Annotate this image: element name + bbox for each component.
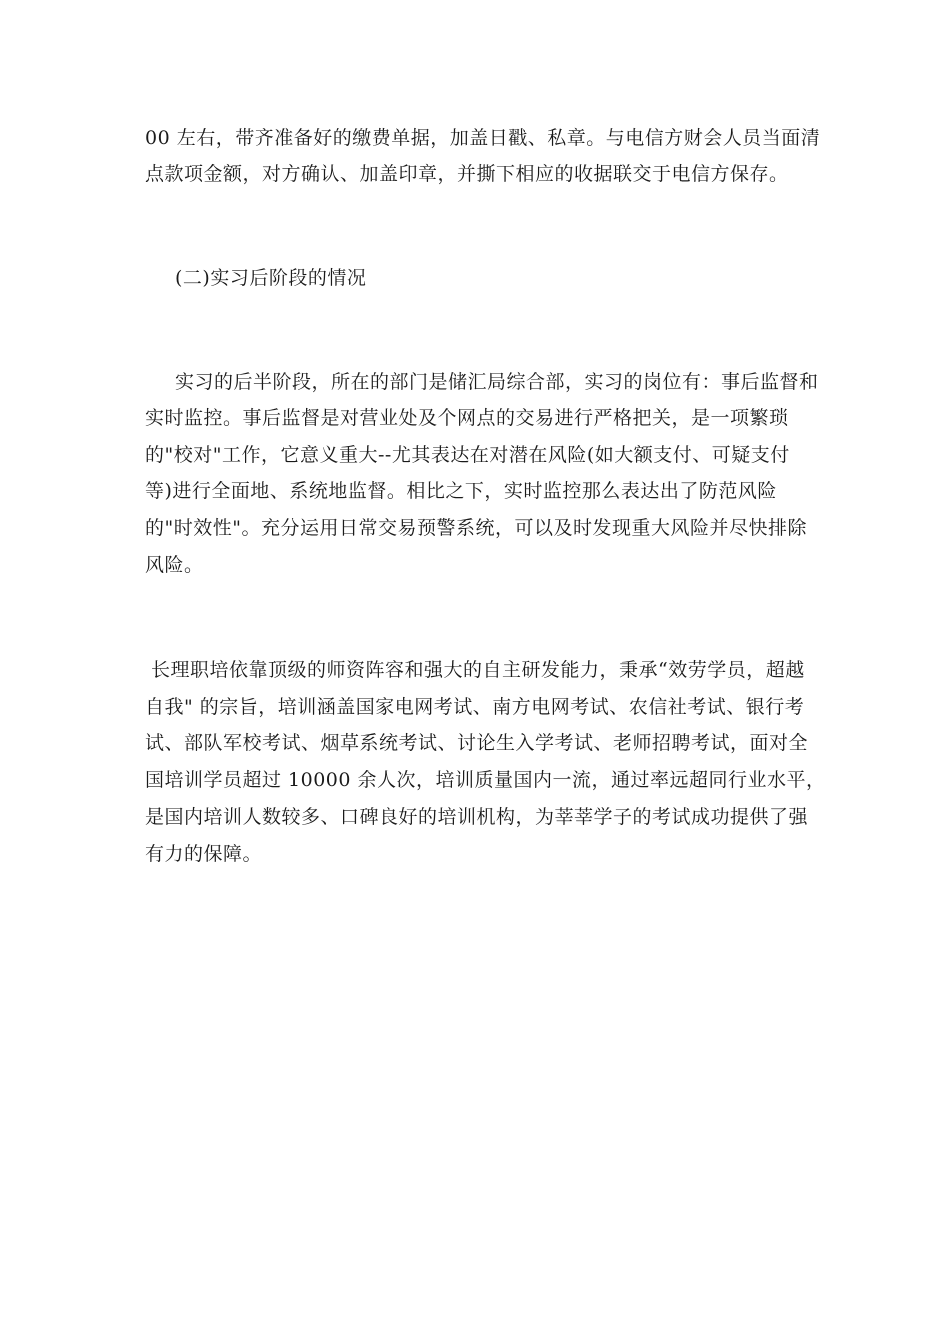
para3-line-5: 是国内培训人数较多、口碑良好的培训机构，为莘莘学子的考试成功提供了强 — [145, 806, 809, 828]
para2-line-4: 等)进行全面地、系统地监督。相比之下，实时监控那么表达出了防范风险 — [145, 480, 777, 502]
para3-line-6: 有力的保障。 — [145, 843, 263, 865]
para2-line-6: 风险。 — [145, 554, 204, 576]
para1-line-2: 点款项金额，对方确认、加盖印章，并撕下相应的收据联交于电信方保存。 — [145, 163, 789, 185]
para2-line-2: 实时监控。事后监督是对营业处及个网点的交易进行严格把关，是一项繁琐 — [145, 407, 789, 429]
para2-line-3: 的"校对"工作，它意义重大--尤其表达在对潜在风险(如大额支付、可疑支付 — [145, 444, 790, 466]
para1-line-1: 00 左右，带齐准备好的缴费单据，加盖日戳、私章。与电信方财会人员当面清 — [145, 127, 821, 149]
para2-line-5: 的"时效性"。充分运用日常交易预警系统，可以及时发现重大风险并尽快排除 — [145, 517, 807, 539]
para3-line-3: 试、部队军校考试、烟草系统考试、讨论生入学考试、老师招聘考试，面对全 — [145, 732, 809, 754]
para3-line-2: 自我" 的宗旨，培训涵盖国家电网考试、南方电网考试、农信社考试、银行考 — [145, 696, 805, 718]
para3-line-4: 国培训学员超过 10000 余人次，培训质量国内一流，通过率远超同行业水平， — [145, 769, 826, 791]
section-heading: (二)实习后阶段的情况 — [175, 267, 367, 289]
para2-line-1: 实习的后半阶段，所在的部门是储汇局综合部，实习的岗位有：事后监督和 — [175, 371, 819, 393]
para3-line-1: 长理职培依靠顶级的师资阵容和强大的自主研发能力，秉承“效劳学员，超越 — [151, 659, 805, 681]
